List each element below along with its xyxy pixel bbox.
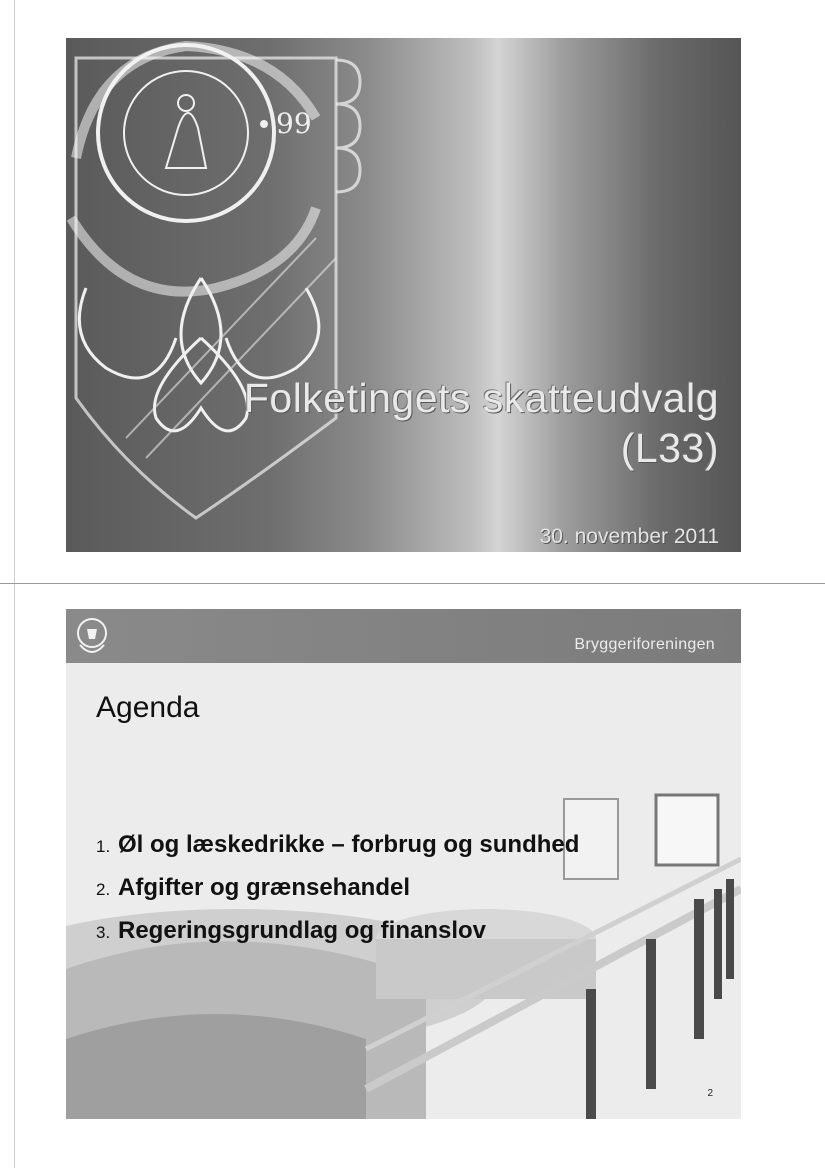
agenda-list bbox=[96, 831, 579, 960]
agenda-item-text: Afgifter og grænsehandel bbox=[118, 874, 411, 901]
agenda-item-number: 3. bbox=[96, 923, 111, 942]
slide-title-text bbox=[244, 373, 719, 473]
title-line-1: Folketingets skatteudvalg bbox=[243, 375, 719, 421]
slide-agenda bbox=[66, 609, 741, 1119]
agenda-item-number: 2. bbox=[96, 880, 111, 899]
slide-header bbox=[66, 609, 741, 663]
agenda-item-text: Regeringsgrundlag og finanslov bbox=[118, 917, 487, 944]
slide-page-number: 2 bbox=[707, 1088, 713, 1099]
agenda-item bbox=[96, 874, 579, 917]
page-edge bbox=[14, 0, 15, 1168]
bryggeriforeningen-emblem bbox=[66, 38, 741, 552]
agenda-item bbox=[96, 917, 579, 960]
badge-99: 99 bbox=[276, 107, 312, 140]
title-line-2: (L33) bbox=[620, 425, 719, 471]
brand-name: Bryggeriforeningen bbox=[574, 636, 715, 653]
agenda-item bbox=[96, 831, 579, 874]
agenda-title: Agenda bbox=[96, 691, 200, 724]
agenda-item-number: 1. bbox=[96, 837, 111, 856]
slide-date: 30. november 2011 bbox=[539, 525, 719, 548]
page-divider bbox=[0, 583, 825, 584]
emblem-logo-icon bbox=[72, 615, 112, 659]
slide-title bbox=[66, 38, 741, 552]
agenda-item-text: Øl og læskedrikke – forbrug og sundhed bbox=[118, 831, 580, 858]
